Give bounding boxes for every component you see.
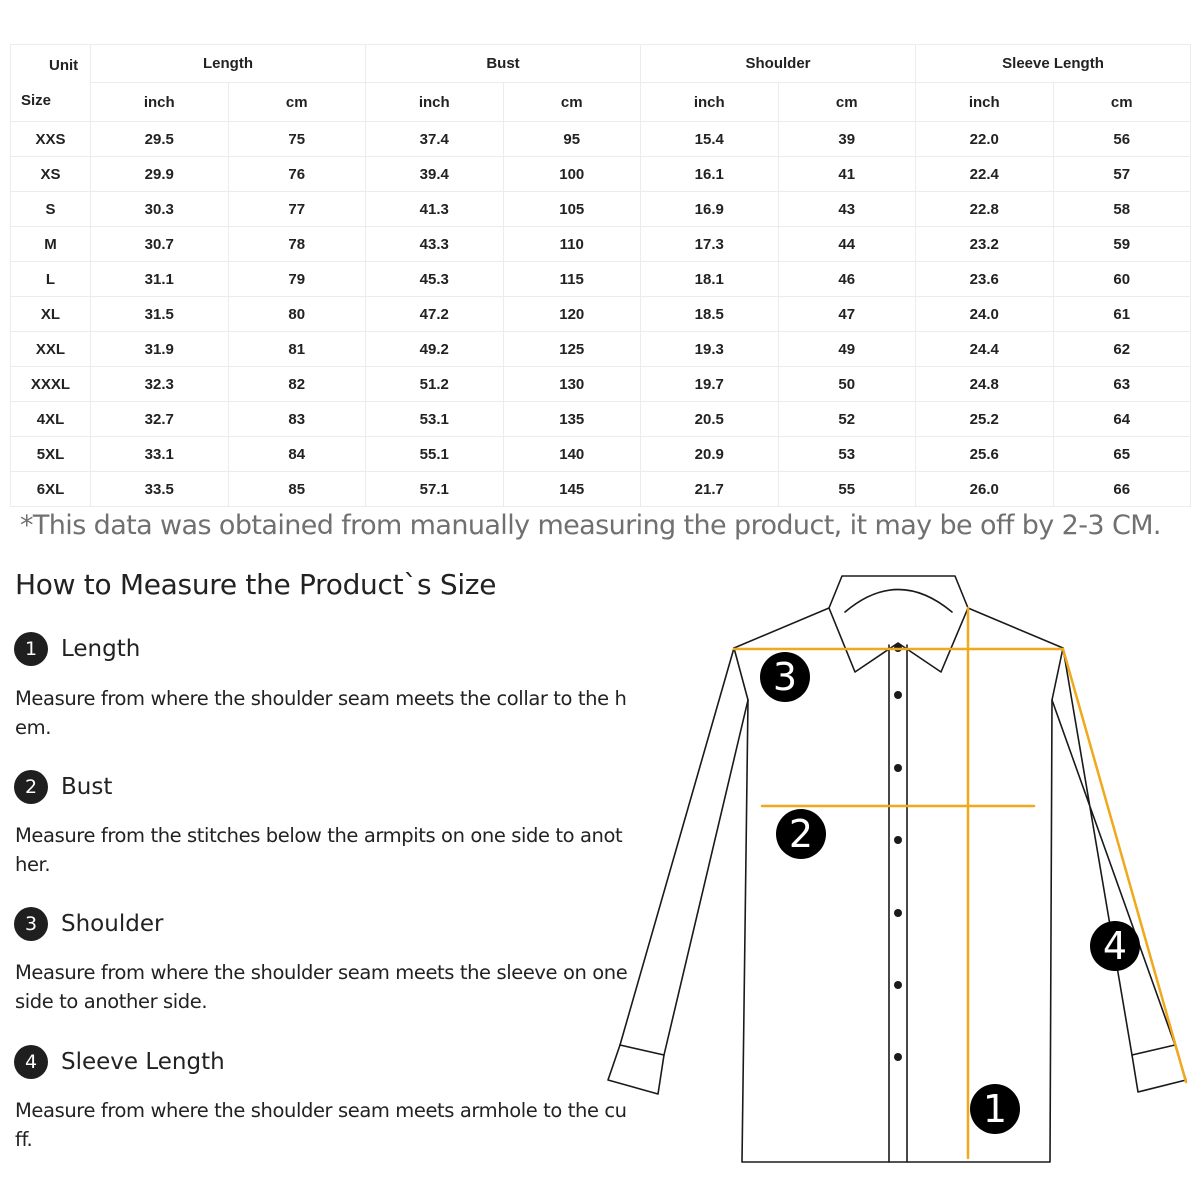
measurement-cell: 81 (228, 332, 366, 367)
measurement-cell: 66 (1053, 472, 1191, 507)
measurement-cell: 145 (503, 472, 641, 507)
measurement-cell: 77 (228, 192, 366, 227)
measurement-cell: 32.7 (91, 402, 229, 437)
measurement-cell: 49 (778, 332, 916, 367)
step-shoulder-heading (14, 906, 163, 942)
step-number-2-icon: 2 (14, 770, 48, 804)
measurement-cell: 23.2 (916, 227, 1054, 262)
measurement-cell: 22.8 (916, 192, 1054, 227)
table-row (11, 402, 1191, 437)
measurement-footnote: *This data was obtained from manually measuring the product, it may be off by 2-3 CM. (20, 510, 1161, 541)
header-shoulder: Shoulder (641, 45, 916, 83)
step-length-description: Measure from where the shoulder seam meets the collar to the hem. (15, 687, 627, 739)
step-shoulder-label: Shoulder (61, 911, 164, 937)
size-cell: L (11, 262, 91, 297)
table-row (11, 472, 1191, 507)
table-row (11, 227, 1191, 262)
measurement-cell: 18.5 (641, 297, 779, 332)
measurement-cell: 31.9 (91, 332, 229, 367)
measure-guide-title: How to Measure the Product`s Size (15, 568, 497, 601)
header-sleeve-length: Sleeve Length (916, 45, 1191, 83)
measurement-cell: 56 (1053, 122, 1191, 157)
shirt-measurement-diagram (600, 565, 1200, 1185)
table-row (11, 122, 1191, 157)
measurement-cell: 43.3 (366, 227, 504, 262)
measurement-cell: 41.3 (366, 192, 504, 227)
measurement-cell: 130 (503, 367, 641, 402)
measurement-cell: 140 (503, 437, 641, 472)
measurement-cell: 75 (228, 122, 366, 157)
unit-size-corner (11, 45, 91, 122)
measurement-cell: 83 (228, 402, 366, 437)
left-sleeve (620, 648, 748, 1055)
subheader-shoulder-inch: inch (641, 83, 779, 122)
header-bust: Bust (366, 45, 641, 83)
step-bust-label: Bust (61, 774, 113, 800)
step-bust-heading (14, 769, 112, 805)
right-sleeve (1052, 648, 1175, 1055)
measurement-cell: 37.4 (366, 122, 504, 157)
size-label: Size (21, 92, 52, 109)
measurement-cell: 24.8 (916, 367, 1054, 402)
measurement-cell: 63 (1053, 367, 1191, 402)
table-row (11, 262, 1191, 297)
measurement-cell: 30.7 (91, 227, 229, 262)
step-sleeve-description: Measure from where the shoulder seam meets armhole to the cuff. (15, 1099, 627, 1151)
measurement-cell: 60 (1053, 262, 1191, 297)
shirt-button (894, 909, 902, 917)
step-number-4-icon: 4 (14, 1045, 48, 1079)
measurement-cell: 115 (503, 262, 641, 297)
collar-points (829, 608, 968, 672)
measurement-cell: 53.1 (366, 402, 504, 437)
shirt-button (894, 764, 902, 772)
step-bust-description: Measure from the stitches below the armpits on one side to another. (15, 824, 623, 876)
measurement-cell: 47 (778, 297, 916, 332)
measurement-cell: 29.5 (91, 122, 229, 157)
step-length-label: Length (61, 636, 141, 662)
size-cell: XL (11, 297, 91, 332)
size-cell: 6XL (11, 472, 91, 507)
measurement-cell: 57.1 (366, 472, 504, 507)
shirt-button (894, 1053, 902, 1061)
measurement-cell: 85 (228, 472, 366, 507)
measurement-cell: 53 (778, 437, 916, 472)
measure-markers (760, 652, 1140, 1134)
measurement-cell: 58 (1053, 192, 1191, 227)
size-cell: XXXL (11, 367, 91, 402)
measurement-cell: 22.4 (916, 157, 1054, 192)
measurement-cell: 49.2 (366, 332, 504, 367)
measurement-cell: 120 (503, 297, 641, 332)
measurement-cell: 61 (1053, 297, 1191, 332)
measurement-cell: 55 (778, 472, 916, 507)
measurement-cell: 20.5 (641, 402, 779, 437)
step-length-heading (14, 631, 140, 667)
measurement-cell: 125 (503, 332, 641, 367)
measurement-cell: 44 (778, 227, 916, 262)
measurement-cell: 19.3 (641, 332, 779, 367)
measurement-cell: 24.4 (916, 332, 1054, 367)
measurement-cell: 76 (228, 157, 366, 192)
measurement-cell: 84 (228, 437, 366, 472)
size-cell: 4XL (11, 402, 91, 437)
subheader-bust-cm: cm (503, 83, 641, 122)
measurement-cell: 105 (503, 192, 641, 227)
step-shoulder-description: Measure from where the shoulder seam meets the sleeve on one side to another side. (15, 961, 628, 1013)
shirt-button (894, 691, 902, 699)
table-row (11, 297, 1191, 332)
measurement-cell: 18.1 (641, 262, 779, 297)
marker-2-label: 2 (788, 812, 814, 856)
subheader-sleeve-cm: cm (1053, 83, 1191, 122)
size-cell: XXL (11, 332, 91, 367)
table-row (11, 192, 1191, 227)
measurement-cell: 52 (778, 402, 916, 437)
table-row (11, 367, 1191, 402)
measurement-cell: 46 (778, 262, 916, 297)
size-chart-table (10, 44, 1191, 507)
measurement-cell: 31.1 (91, 262, 229, 297)
size-cell: XXS (11, 122, 91, 157)
measurement-cell: 41 (778, 157, 916, 192)
measurement-cell: 15.4 (641, 122, 779, 157)
measurement-cell: 33.5 (91, 472, 229, 507)
measurement-cell: 21.7 (641, 472, 779, 507)
measurement-cell: 64 (1053, 402, 1191, 437)
size-table-body (11, 122, 1191, 507)
measurement-cell: 78 (228, 227, 366, 262)
measurement-cell: 17.3 (641, 227, 779, 262)
measurement-cell: 82 (228, 367, 366, 402)
measurement-cell: 32.3 (91, 367, 229, 402)
measurement-cell: 39.4 (366, 157, 504, 192)
measurement-cell: 55.1 (366, 437, 504, 472)
measurement-cell: 29.9 (91, 157, 229, 192)
table-row (11, 437, 1191, 472)
marker-1-label: 1 (982, 1087, 1008, 1131)
size-cell: 5XL (11, 437, 91, 472)
measurement-cell: 33.1 (91, 437, 229, 472)
measurement-cell: 43 (778, 192, 916, 227)
subheader-sleeve-inch: inch (916, 83, 1054, 122)
table-row (11, 332, 1191, 367)
subheader-bust-inch: inch (366, 83, 504, 122)
measurement-cell: 23.6 (916, 262, 1054, 297)
measurement-cell: 45.3 (366, 262, 504, 297)
measurement-cell: 50 (778, 367, 916, 402)
measurement-cell: 30.3 (91, 192, 229, 227)
measurement-cell: 65 (1053, 437, 1191, 472)
measurement-cell: 79 (228, 262, 366, 297)
measurement-cell: 25.6 (916, 437, 1054, 472)
measurement-cell: 95 (503, 122, 641, 157)
measurement-cell: 16.9 (641, 192, 779, 227)
step-number-3-icon: 3 (14, 907, 48, 941)
header-length: Length (91, 45, 366, 83)
size-cell: XS (11, 157, 91, 192)
size-cell: S (11, 192, 91, 227)
shirt-button (894, 836, 902, 844)
measurement-cell: 57 (1053, 157, 1191, 192)
measurement-cell: 22.0 (916, 122, 1054, 157)
shirt-button (894, 981, 902, 989)
measurement-cell: 47.2 (366, 297, 504, 332)
measurement-cell: 31.5 (91, 297, 229, 332)
collar-band (845, 590, 952, 613)
measurement-cell: 59 (1053, 227, 1191, 262)
measurement-cell: 135 (503, 402, 641, 437)
measurement-cell: 16.1 (641, 157, 779, 192)
shirt-buttons (894, 644, 902, 1061)
measurement-cell: 26.0 (916, 472, 1054, 507)
measurement-cell: 62 (1053, 332, 1191, 367)
measurement-cell: 39 (778, 122, 916, 157)
measurement-cell: 20.9 (641, 437, 779, 472)
measurement-cell: 24.0 (916, 297, 1054, 332)
size-cell: M (11, 227, 91, 262)
table-row (11, 157, 1191, 192)
shirt-outline (608, 576, 1186, 1162)
subheader-length-cm: cm (228, 83, 366, 122)
measurement-cell: 25.2 (916, 402, 1054, 437)
measurement-cell: 100 (503, 157, 641, 192)
marker-3-label: 3 (772, 655, 798, 699)
subheader-shoulder-cm: cm (778, 83, 916, 122)
subheader-length-inch: inch (91, 83, 229, 122)
step-sleeve-heading (14, 1044, 225, 1080)
step-sleeve-label: Sleeve Length (61, 1049, 225, 1075)
measurement-cell: 80 (228, 297, 366, 332)
step-number-1-icon: 1 (14, 632, 48, 666)
sleeve-measure-line (1063, 649, 1186, 1082)
measurement-cell: 19.7 (641, 367, 779, 402)
measurement-cell: 51.2 (366, 367, 504, 402)
measurement-cell: 110 (503, 227, 641, 262)
unit-label: Unit (49, 57, 79, 74)
marker-4-label: 4 (1102, 924, 1128, 968)
